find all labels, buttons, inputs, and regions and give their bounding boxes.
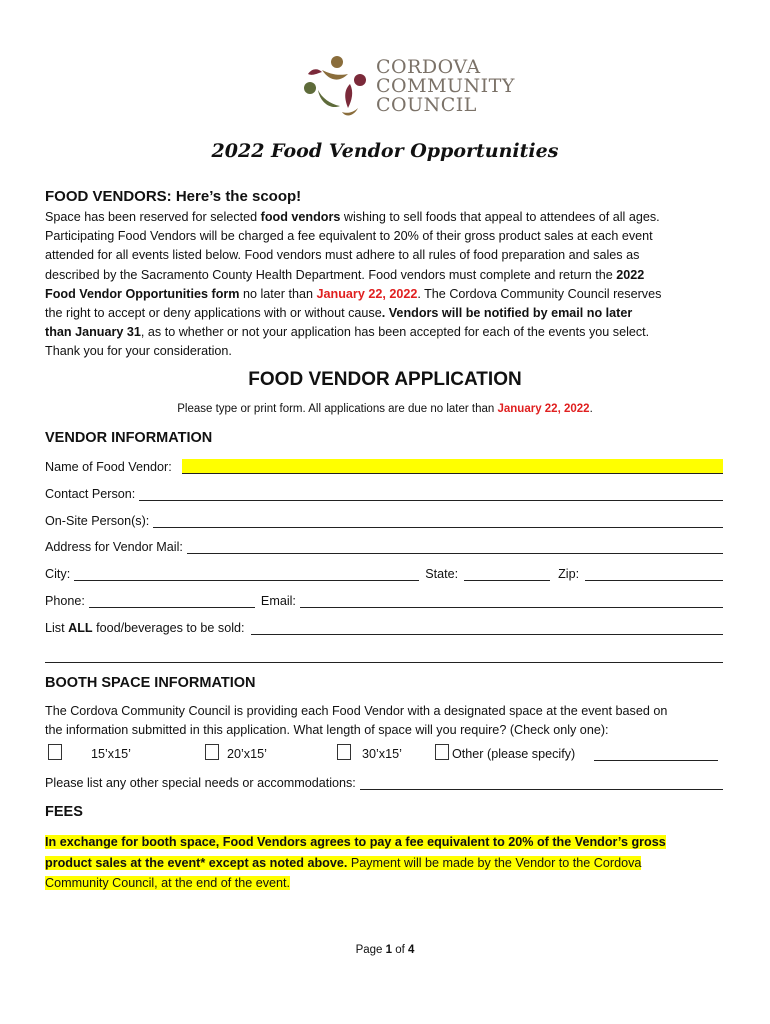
option-other-checkbox[interactable] (435, 744, 449, 760)
application-title: FOOD VENDOR APPLICATION (248, 369, 522, 390)
booth-description: The Cordova Community Council is providing each Food Vendor with a designated space at the event based on the information submitted in this application. What length of space will you require? (Check only one): (45, 704, 668, 737)
document-title: 2022 Food Vendor Opportunities (211, 140, 559, 162)
vendor-information-heading: VENDOR INFORMATION (45, 430, 213, 446)
booth-space-heading: BOOTH SPACE INFORMATION (45, 675, 256, 691)
food-list-field[interactable] (251, 620, 723, 635)
state-field[interactable] (464, 566, 550, 581)
food-list-field-line-2[interactable] (45, 648, 723, 663)
email-field[interactable] (300, 593, 723, 608)
city-field[interactable] (74, 566, 419, 581)
food-list-row: List ALL food/beverages to be sold: (45, 617, 723, 635)
zip-field[interactable] (585, 566, 723, 581)
option-20x15-label: 20’x15’ (227, 747, 267, 761)
contact-person-field[interactable] (139, 486, 723, 501)
cordova-community-council-logo (300, 52, 540, 122)
fees-heading: FEES (45, 804, 83, 820)
option-other-field[interactable] (594, 746, 718, 761)
onsite-person-row: On-Site Person(s): (45, 510, 723, 528)
food-list-row-2 (45, 645, 723, 663)
vendor-name-field[interactable] (182, 459, 723, 474)
contact-person-row: Contact Person: (45, 483, 723, 501)
onsite-person-field[interactable] (153, 513, 723, 528)
option-30x15-checkbox[interactable] (337, 744, 351, 760)
mail-address-field[interactable] (187, 539, 723, 554)
phone-field[interactable] (89, 593, 255, 608)
booth-size-options (45, 744, 735, 766)
special-needs-row: Please list any other special needs or accommodations: (45, 772, 723, 790)
logo-wordmark: CORDOVA COMMUNITY COUNCIL (376, 56, 515, 116)
deadline-date: January 22, 2022 (316, 286, 418, 301)
intro-heading: FOOD VENDORS: Here’s the scoop! (45, 188, 302, 205)
option-15x15-label: 15’x15’ (91, 747, 131, 761)
option-other-label: Other (please specify) (452, 747, 576, 761)
page-number: Page 1 of 4 (355, 944, 415, 956)
phone-email-row: Phone: Email: (45, 590, 723, 608)
option-15x15-checkbox[interactable] (48, 744, 62, 760)
city-state-zip-row: City: State: Zip: (45, 563, 723, 581)
option-30x15-label: 30’x15’ (362, 747, 402, 761)
option-20x15-checkbox[interactable] (205, 744, 219, 760)
fees-paragraph: In exchange for booth space, Food Vendors agrees to pay a fee equivalent to 20% of the Vendor’s gross product sales at the event* except as noted above. Payment will be made by the Vendor to the Cordova Community Council, at the end of the event. (45, 835, 666, 890)
logo-emblem-icon (300, 54, 370, 120)
mail-address-row: Address for Vendor Mail: (45, 536, 723, 554)
application-instructions: Please type or print form. All applications are due no later than January 22, 2022. (177, 403, 593, 415)
special-needs-field[interactable] (360, 775, 723, 790)
vendor-name-row: Name of Food Vendor: (45, 456, 723, 474)
intro-paragraph: Space has been reserved for selected food vendors wishing to sell foods that appeal to attendees of all ages. Participating Food Vendors will be charged a fee equivalent to 20% of their gross product sales at each event attended for all events listed below. Food vendors must adhere to all rules of food preparation and sales as described by the Sacramento County Health Department. Food vendors must complete and return the 2022 Food Vendor Opportunities form no later than January 22, 2022. The Cordova Community Council reserves the right to accept or deny applications with or without cause. Vendors will be notified by email no later than January 31, as to whether or not your application has been accepted for each of the events you select. Thank you for your consideration. (45, 210, 662, 359)
